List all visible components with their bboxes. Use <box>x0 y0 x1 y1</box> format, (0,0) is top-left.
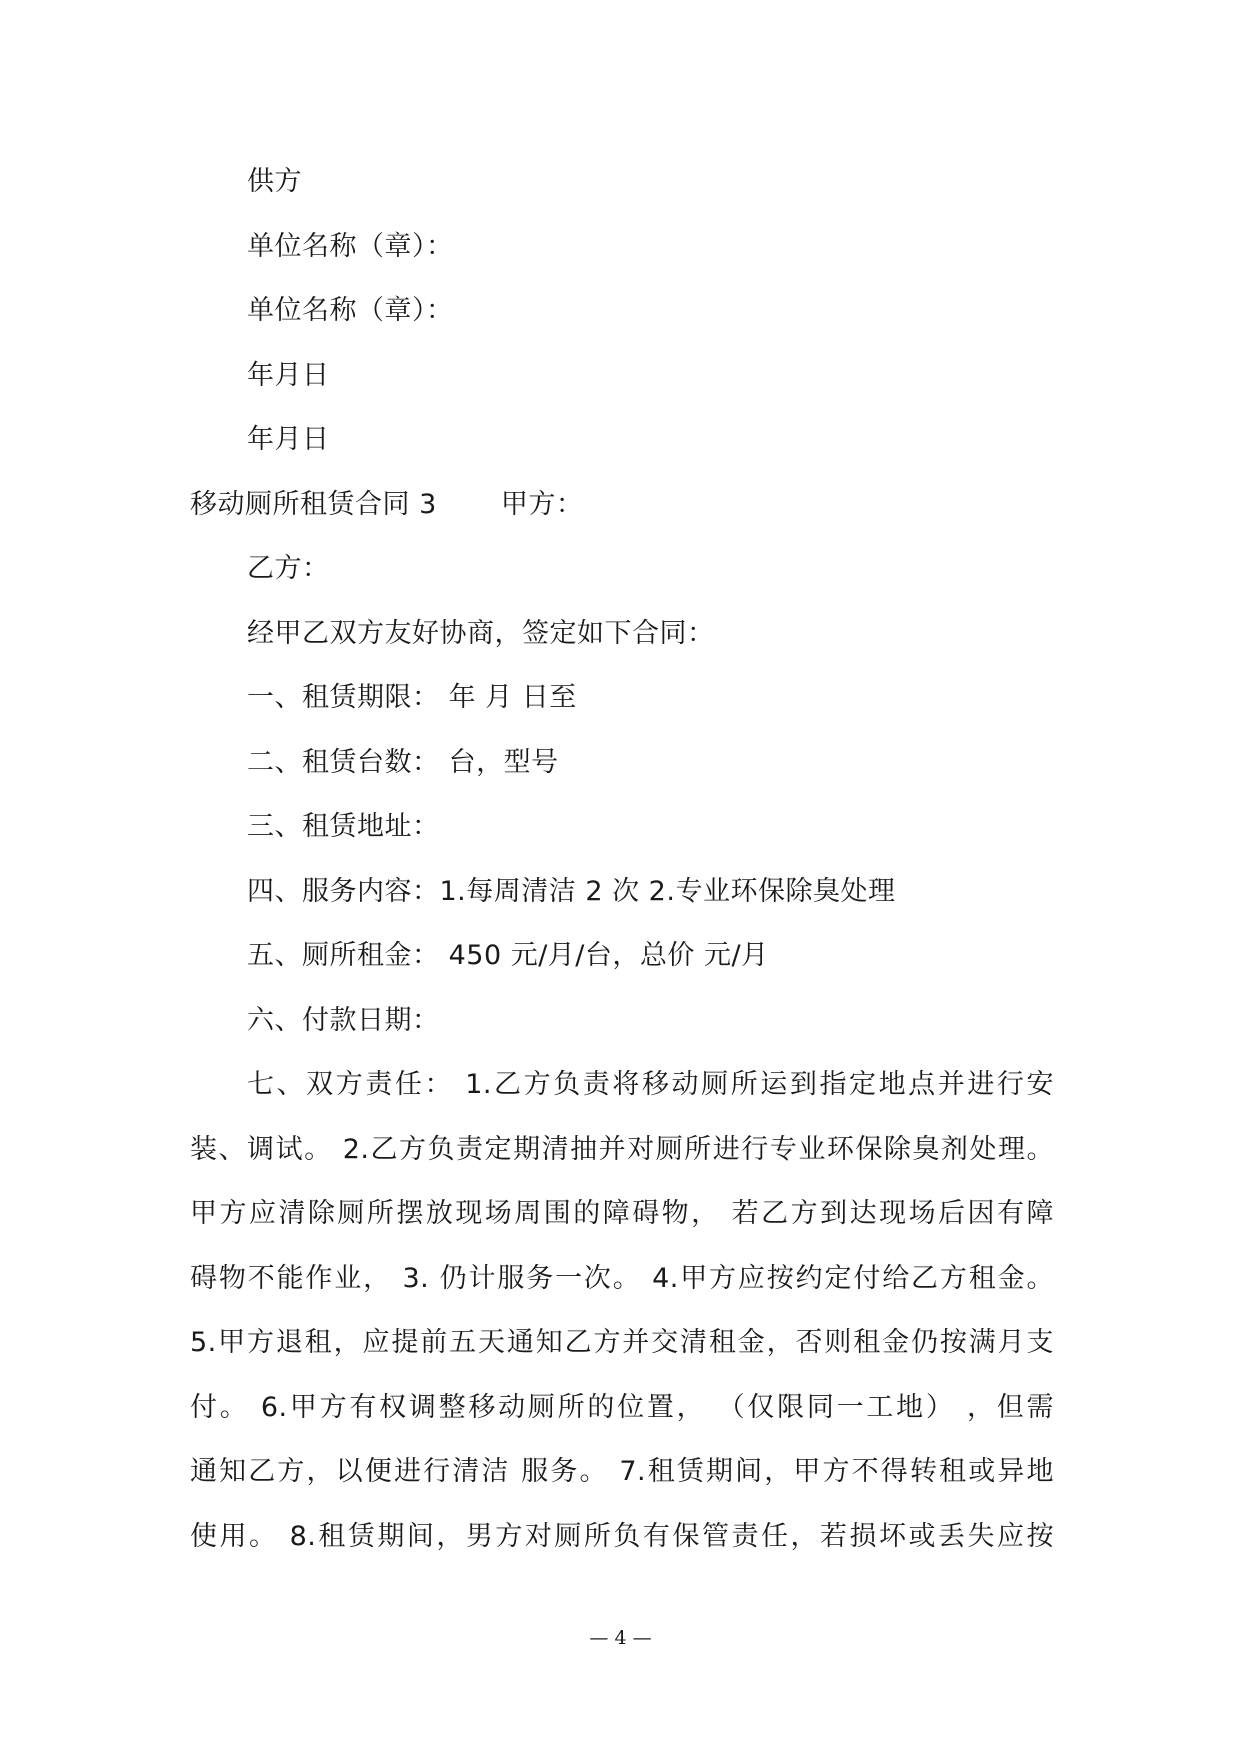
paragraph-line: 装、调试。 2.乙方负责定期清抽并对厕所进行专业环保除臭剂处理。 <box>190 1134 1054 1165</box>
paragraph-line: 碍物不能作业， 3. 仍计服务一次。 4.甲方应按约定付给乙方租金。 <box>190 1263 1054 1294</box>
clause-4-service: 四、服务内容：1.每周清洁 2 次 2.专业环保除臭处理 <box>247 876 896 907</box>
date-line: 年月日 <box>247 424 330 455</box>
clause-1-lease-term: 一、租赁期限： 年 月 日至 <box>247 682 577 713</box>
paragraph-line: 5.甲方退租，应提前五天通知乙方并交清租金，否则租金仍按满月支 <box>190 1327 1054 1358</box>
preamble-line: 经甲乙双方友好协商，签定如下合同： <box>247 618 715 649</box>
supplier-label: 供方 <box>247 166 302 197</box>
paragraph-line: 使用。 8.租赁期间，男方对厕所负有保管责任，若损坏或丢失应按 <box>190 1521 1054 1552</box>
clause-7-responsibilities: 七、双方责任： 1.乙方负责将移动厕所运到指定地点并进行安 <box>247 1069 1054 1100</box>
clause-3-address: 三、租赁地址： <box>247 811 440 842</box>
date-line: 年月日 <box>247 360 330 391</box>
contract-title-line: 移动厕所租赁合同 3 甲方： <box>190 489 584 520</box>
paragraph-line: 通知乙方，以便进行清洁 服务。 7.租赁期间，甲方不得转租或异地 <box>190 1456 1054 1487</box>
clause-5-rent: 五、厕所租金： 450 元/月/台，总价 元/月 <box>247 940 769 971</box>
unit-name-seal-line: 单位名称（章）： <box>247 231 454 262</box>
unit-name-seal-line: 单位名称（章）： <box>247 295 454 326</box>
paragraph-line: 甲方应清除厕所摆放现场周围的障碍物， 若乙方到达现场后因有障 <box>190 1198 1054 1229</box>
paragraph-line: 付。 6.甲方有权调整移动厕所的位置， （仅限同一工地） ，但需 <box>190 1392 1054 1423</box>
clause-2-units: 二、租赁台数： 台，型号 <box>247 747 559 778</box>
page-number: — 4 — <box>589 1627 652 1649</box>
clause-6-payment-date: 六、付款日期： <box>247 1005 440 1036</box>
party-b-label: 乙方： <box>247 553 330 584</box>
